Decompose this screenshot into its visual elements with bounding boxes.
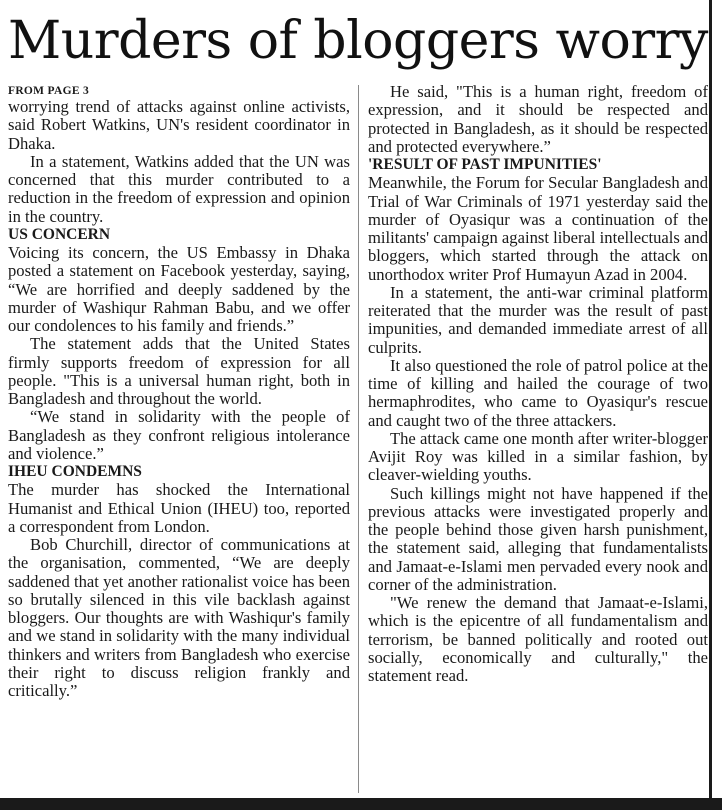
bottom-border — [0, 798, 722, 810]
paragraph: The murder has shocked the International Humanist and Ethical Union (IHEU) too, reported a correspondent from London. — [8, 480, 350, 536]
left-column — [8, 83, 350, 700]
article-headline: Murders of bloggers worry — [8, 11, 708, 71]
paragraph: “We stand in solidarity with the people of Bangladesh as they confront religious intolerance and violence.” — [8, 407, 350, 463]
continuation-label: FROM PAGE 3 — [8, 85, 90, 97]
paragraph: The statement adds that the United States firmly supports freedom of expression for all people. "This is a universal human right, both in Bangladesh and throughout the world. — [8, 334, 350, 408]
paragraph: In a statement, the anti-war criminal platform reiterated that the murder was the result of past impunities, and demanded immediate arrest of all culprits. — [368, 282, 708, 357]
right-column — [368, 83, 708, 685]
paragraph: "We renew the demand that Jamaat-e-Islami, which is the epicentre of all fundamentalism and terrorism, be banned politically and rooted out socially, economically and culturally," the statement read. — [368, 593, 708, 685]
subheading-iheu-condemns: IHEU CONDEMNS — [8, 463, 142, 480]
paragraph: Bob Churchill, director of communications at the organisation, commented, “We are deeply saddened that yet another rationalist voice has been so brutally silenced in this vile backlash against bloggers. Our thoughts are with Washiqur's family and we stand in solidarity with the many individual thinkers and writers from Bangladesh who exercise their right to discuss religion frankly and critically.” — [8, 535, 350, 700]
paragraph: In a statement, Watkins added that the UN was concerned that this murder contributed to a reduction in the freedom of expression and opinion in the country. — [8, 151, 350, 226]
paragraph: It also questioned the role of patrol police at the time of killing and hailed the courage of two hermaphrodites, who came to Oyasiqur's rescue and caught two of the three attackers. — [368, 355, 708, 430]
paragraph: The attack came one month after writer-blogger Avijit Roy was killed in a similar fashion, by cleaver-wielding youths. — [368, 428, 708, 485]
paragraph: Meanwhile, the Forum for Secular Bangladesh and Trial of War Criminals of 1971 yesterday said the murder of Oyasiqur was a continuation of the militants' campaign against liberal intellectuals and bloggers, which started through the attack on unorthodox writer Prof Humayun Azad in 2004. — [368, 173, 708, 284]
paragraph: Voicing its concern, the US Embassy in Dhaka posted a statement on Facebook yesterday, saying, “We are horrified and deeply saddened by the murder of Washiqur Rahman Babu, and we offer our condolences to his family and friends.” — [8, 243, 350, 335]
subheading-past-impunities: 'RESULT OF PAST IMPUNITIES' — [368, 156, 602, 173]
paragraph: He said, "This is a human right, freedom of expression, and it should be respected and protected in Bangladesh, as it should be respected and protected everywhere.” — [368, 82, 708, 156]
subheading-us-concern: US CONCERN — [8, 225, 111, 243]
paragraph: worrying trend of attacks against online activists, said Robert Watkins, UN's resident coordinator in Dhaka. — [8, 97, 350, 153]
paragraph: Such killings might not have happened if the previous attacks were investigated properly and the people behind those given harsh punishment, the statement said, alleging that fundamentalists and Jamaat-e-Islami men pervaded every nook and corner of the administration. — [368, 483, 708, 594]
column-divider — [358, 85, 359, 793]
